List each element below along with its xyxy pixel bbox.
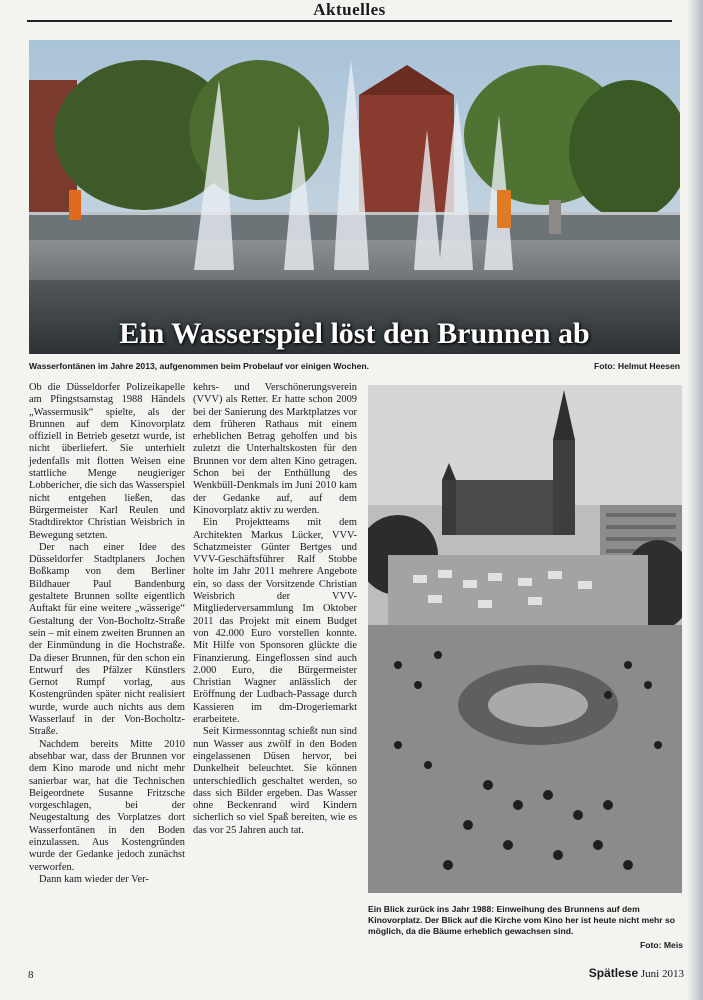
hero-caption-row [29,361,680,375]
historic-photo-caption: Ein Blick zurück ins Jahr 1988: Einweihung des Brunnens auf dem Kinovorplatz. Der Blick auf die Kirche vom Kino her ist heute nicht mehr so möglich, da die Bäume erheblich gewachsen sind. [368,904,676,936]
page-edge-shadow [687,0,703,1000]
article-column-2 [193,382,357,837]
paragraph: kehrs- und Verschönerungsverein (VVV) als Retter. Er hatte schon 2009 bei der Sanierung des Marktplatzes vor dem früheren Rathaus mit einem erheblichen Betrag geholfen und bis zuletzt die Unterhaltskosten für den Brunnen vor dem alten Kino getragen. Schon bei der Enthüllung des Wenkbüll-Denkmals im Juni 2010 kam der Gedanke auf, auf dem Kinovorplatz aktiv zu werden. [193,382,357,516]
hero-photo [29,40,680,354]
article-headline: Ein Wasserspiel löst den Brunnen ab [119,317,590,350]
issue-date: Juni 2013 [640,968,684,980]
hero-photo-illustration [29,40,680,354]
paragraph: Ein Projektteams mit dem Architekten Markus Lücker, VVV-Schatzmeister Günter Bertges und VVV-Geschäftsführer Ralf Stobbe holte im Jahr 2011 mehrere Angebote ein, so dass der Vorsitzende Christian Weisbrich der VVV-Mitgliederversammlung Im Oktober 2011 das Projekt mit einem Budget von 42.000 Euro vorstellen konnte. Mit Hilfe von Sponsoren glückte die Finanzierung. Eingeflossen sind auch 2.000 Euro, die Bürgermeister Christian Wagner anlässlich der Eröffnung der Ludbach-Passage durch Kassieren im dm-Drogeriemarkt erarbeitete. [193,517,357,726]
footer-magazine [589,966,684,980]
paragraph: Ob die Düsseldorfer Polizeikapelle am Pfingstsamstag 1988 Händels „Wassermusik“ spielte, als der Brunnen auf dem Kinovorplatz offiziell in Betrieb gesetzt wurde, ist nicht überliefert. Sie unterhielt jedenfalls mit flotten Weisen eine stattliche Menge neugieriger Lobbericher, die sich das Wasserspiel nicht entgehen ließen, das Bürgermeister Karl Reulen und Stadtdirektor Christian Weisbrich in Bewegung setzten. [29,382,185,541]
paragraph: Nachdem bereits Mitte 2010 absehbar war, dass der Brunnen vor dem Kino marode und nicht mehr sanierbar war, hat die Technischen Beigeordnete Susanne Fritzsche vorgeschlagen, bei der Neugestaltung des Vorplatzes dort Wasserfontänen in den Boden einzulassen. Aus Kostengründen wurde der Gedanke jedoch zunächst verworfen. [29,738,185,873]
page-number: 8 [28,969,34,981]
paragraph: Der nach einer Idee des Düsseldorfer Stadtplaners Jochen Boßkamp von dem Berliner Bildhauer Paul Bandenburg gestaltete Brunnen sollte eigentlich Auftakt für eine weitere „wässerige“ Gestaltung der Von-Bocholtz-Straße sein – mit einem zweiten Brunnen an der Einmündung in die Hochstraße. Da dieser Brunnen, für den schon ein Entwurf des Pfälzer Künstlers Gernot Rumpf vorlag, aus Kostengründen später nicht realisiert wurde, wurde auch nichts aus dem Wasserlauf in der Von-Bocholtz-Straße. [29,541,185,738]
historic-photo-credit: Foto: Meis [640,940,683,950]
hero-photo-credit: Foto: Helmut Heesen [594,361,680,371]
historic-photo-illustration [368,385,682,893]
paragraph: Dann kam wieder der Ver- [39,873,149,885]
section-title: Aktuelles [313,0,386,19]
article-column-1 [29,382,185,886]
magazine-name: Spätlese [588,966,639,980]
hero-caption: Wasserfontänen im Jahre 2013, aufgenommen beim Probelauf vor einigen Wochen. [29,361,370,371]
paragraph: Seit Kirmessonntag schießt nun sind nun Wasser aus zwölf in den Boden eingelassenen Düsen hervor, bei Dunkelheit beleuchtet. Sie können unterschiedlich geschaltet werden, so dass sich Bilder ergeben. Das Wasser ohne Beckenrand wird Kindern sicherlich so viel Spaß bereiten, wie es das vor 25 Jahren auch tat. [193,726,357,836]
historic-photo [368,385,682,893]
header-rule [27,20,672,22]
